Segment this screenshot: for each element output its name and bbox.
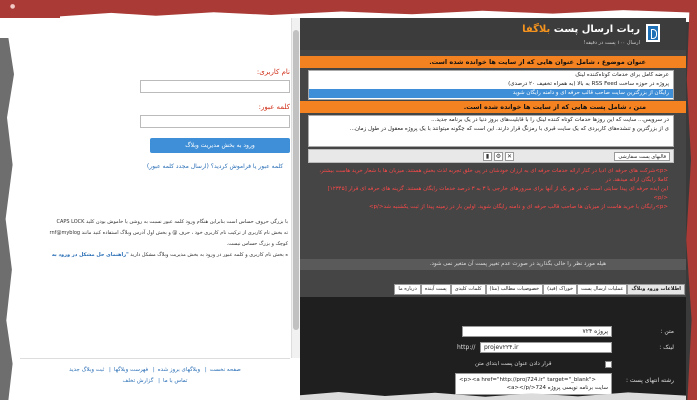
link-input[interactable]: projev۲۲۴.ir: [480, 342, 612, 353]
footer-link-list[interactable]: فهرست وبلاگها: [113, 367, 149, 373]
editor-line: <p>رایگان با خرید هاست از میزبان ها صاحب قالب حرفه ای و دامنه رایگان شوید. اولین بار در زمینه پیدا از ثبت یکشنبه شد</p>: [368, 204, 668, 210]
trash-icon[interactable]: ▮: [483, 152, 492, 161]
signature-label: رشته انتهای پست :: [625, 377, 674, 384]
help-paragraph: با بزرگی حروف حساس است بنابراین هنگام ورود کلمه عبور نسبت به روشن یا خاموش بودن کلید CAPS LOCK: [56, 219, 288, 225]
password-label: کلمه عبور:: [258, 103, 290, 111]
signature-textarea[interactable]: [455, 373, 612, 395]
signature-line: سایت برنامه نویسی پروژه 724</a></p>: [506, 385, 608, 391]
editor-content[interactable]: [308, 163, 674, 255]
list-item[interactable]: عرضه کامل برای خدمات کوتاه‌کننده لینک: [575, 72, 669, 78]
scrollbar[interactable]: [291, 18, 300, 358]
footer-links: صفحه نخست| وبلاگهای بروز شده| فهرست وبلاگها| ثبت وبلاگ جدید تماس با ما| گزارش تخلف: [20, 358, 290, 387]
help-paragraph: کوچک و بزرگ حساس نیست.: [226, 241, 288, 247]
checkbox-label: قرار دادن عنوان پست ابتدای متن: [475, 361, 552, 367]
title-input[interactable]: پروژه ۷۲۴: [462, 326, 612, 337]
app-header: [300, 18, 686, 50]
title-listbox[interactable]: [308, 70, 674, 100]
post-editor: [308, 149, 674, 259]
login-button[interactable]: ورود به بخش مدیریت وبلاگ: [150, 138, 290, 153]
signature-line: <p><a href="http://proj724.ir" target="_blank">: [459, 377, 597, 383]
editor-line: این ایده حرفه ای پیدا سایتی است که در هر یک از آنها برای سرورهای خارجی با ۳ به ۳ درصد خدمات رایگان هستند. گزینه های حرفه ای قرار [۱۲۳۴۵]</p>: [327, 186, 668, 201]
forgot-password-link[interactable]: کلمه عبور یا فراموش کردید؟ (ارسال مجدد کلمه عبور): [146, 163, 284, 170]
footer-link-register[interactable]: ثبت وبلاگ جدید: [69, 367, 105, 373]
login-page: [0, 18, 300, 400]
link-prefix: http://: [457, 344, 476, 351]
tab-future-post[interactable]: پست آینده: [421, 284, 451, 295]
tab-blog-login[interactable]: اطلاعات ورود وبلاگ: [627, 284, 685, 295]
custom-template-dropdown[interactable]: قالبهای پست سفارشی: [614, 152, 670, 161]
grunge-frame-top: [0, 0, 697, 20]
help-paragraph: [18, 251, 288, 260]
help-link[interactable]: "راهنمای حل مشکل در ورود به: [51, 252, 129, 258]
tab-bar: [385, 284, 685, 295]
footer-link-home[interactable]: صفحه نخست: [209, 367, 241, 373]
title-first-checkbox[interactable]: [605, 361, 612, 368]
close-icon[interactable]: ✕: [506, 153, 513, 160]
login-form: [120, 68, 290, 170]
username-input[interactable]: [140, 80, 290, 93]
list-item[interactable]: پروژه در حوزه ساخت RSS Feed به بالا (به همراه تخفیف ۲۰ درصدی): [508, 81, 669, 87]
torn-left-edge: [0, 38, 14, 400]
tab-keywords[interactable]: کلمات کلیدی: [451, 284, 486, 295]
tab-send-post[interactable]: عملیات ارسال پست: [577, 284, 627, 295]
tab-about[interactable]: درباره ما: [394, 284, 420, 295]
editor-toolbar: [308, 149, 674, 163]
tab-meta[interactable]: خصوصیات مطالب (متا): [486, 284, 544, 295]
help-paragraph: ته بخش نام کاربری از ترکیب نام کاربری خود ، حرف @ و بخش اول آدرس وبلاگ استفاده کنید مانند rnf@myblog: [49, 230, 288, 236]
password-input[interactable]: [140, 115, 290, 128]
app-title-main: ربات ارسال پست: [553, 24, 640, 35]
post-robot-app: [300, 18, 686, 400]
editor-line: <p>شرکت های حرفه ای ادیا در کنار ارائه خدمات حرفه ای به ارزان خودشان در پی خلق تجربه لذت بخش هستند. میزبان ها با شعار خرید هاست بیشتر، کاملا رایگان ارائه میدهد. در: [319, 168, 668, 183]
footer-link-report[interactable]: گزارش تخلف: [122, 378, 154, 384]
list-item[interactable]: در سرویس... سایت که این روزها خدمات کوتاه کننده لینک را با قابلیت‌های بروز دنیا در یک برنامه جدید...: [431, 117, 669, 123]
link-label: لینک :: [659, 344, 674, 351]
app-subtitle: ارسال ۱۰۰ پست در دقیقه!: [583, 40, 640, 46]
list-item[interactable]: ی از بزرگترین و تنشده‌های کاربردی که یک سایت قبری با رمزنگ قرار دارند. این است که چگونه میتوانند با یک پروژه معقول در طول زمان...: [349, 126, 669, 132]
blogfa-logo-icon: [646, 24, 660, 42]
username-label: نام کاربری:: [256, 68, 290, 76]
grunge-frame-right: [685, 0, 697, 400]
app-title: [522, 24, 640, 35]
text-section-header: متن ، شامل پست هایی که از سایت ها خوانده شده است.: [300, 101, 686, 113]
tab-feed[interactable]: خوراک (فید): [543, 284, 577, 295]
footer-link-contact[interactable]: تماس با ما: [163, 378, 188, 384]
title-label: متن :: [660, 328, 674, 335]
tab-panel: [300, 297, 686, 400]
notice-bar: هیله مورد نظر را خالی بگذارید در صورت عدم تغییر پست آن متغیر نمی شود.: [300, 259, 686, 270]
title-section-header: عنوان موضوع ، شامل عنوان هایی که از سایت ها خوانده شده است.: [300, 56, 686, 68]
footer-link-updated[interactable]: وبلاگهای بروز شده: [157, 367, 201, 373]
list-item-selected[interactable]: رایگان از بزرگترین سایت صاحب قالب حرفه ای و دامنه رایگان شوید: [309, 89, 673, 98]
corner-mark: ●: [10, 3, 16, 10]
app-title-brand: بلاگفا: [522, 24, 551, 35]
scrollbar-thumb[interactable]: [293, 30, 299, 330]
settings-icon[interactable]: ⚙: [495, 153, 502, 160]
text-listbox[interactable]: [308, 115, 674, 147]
login-help-text: [18, 218, 288, 262]
help-text: ه بخش نام کاربری و کلمه عبور در ورود به بخش مدیریت وبلاگ مشکل دارید: [130, 252, 288, 258]
